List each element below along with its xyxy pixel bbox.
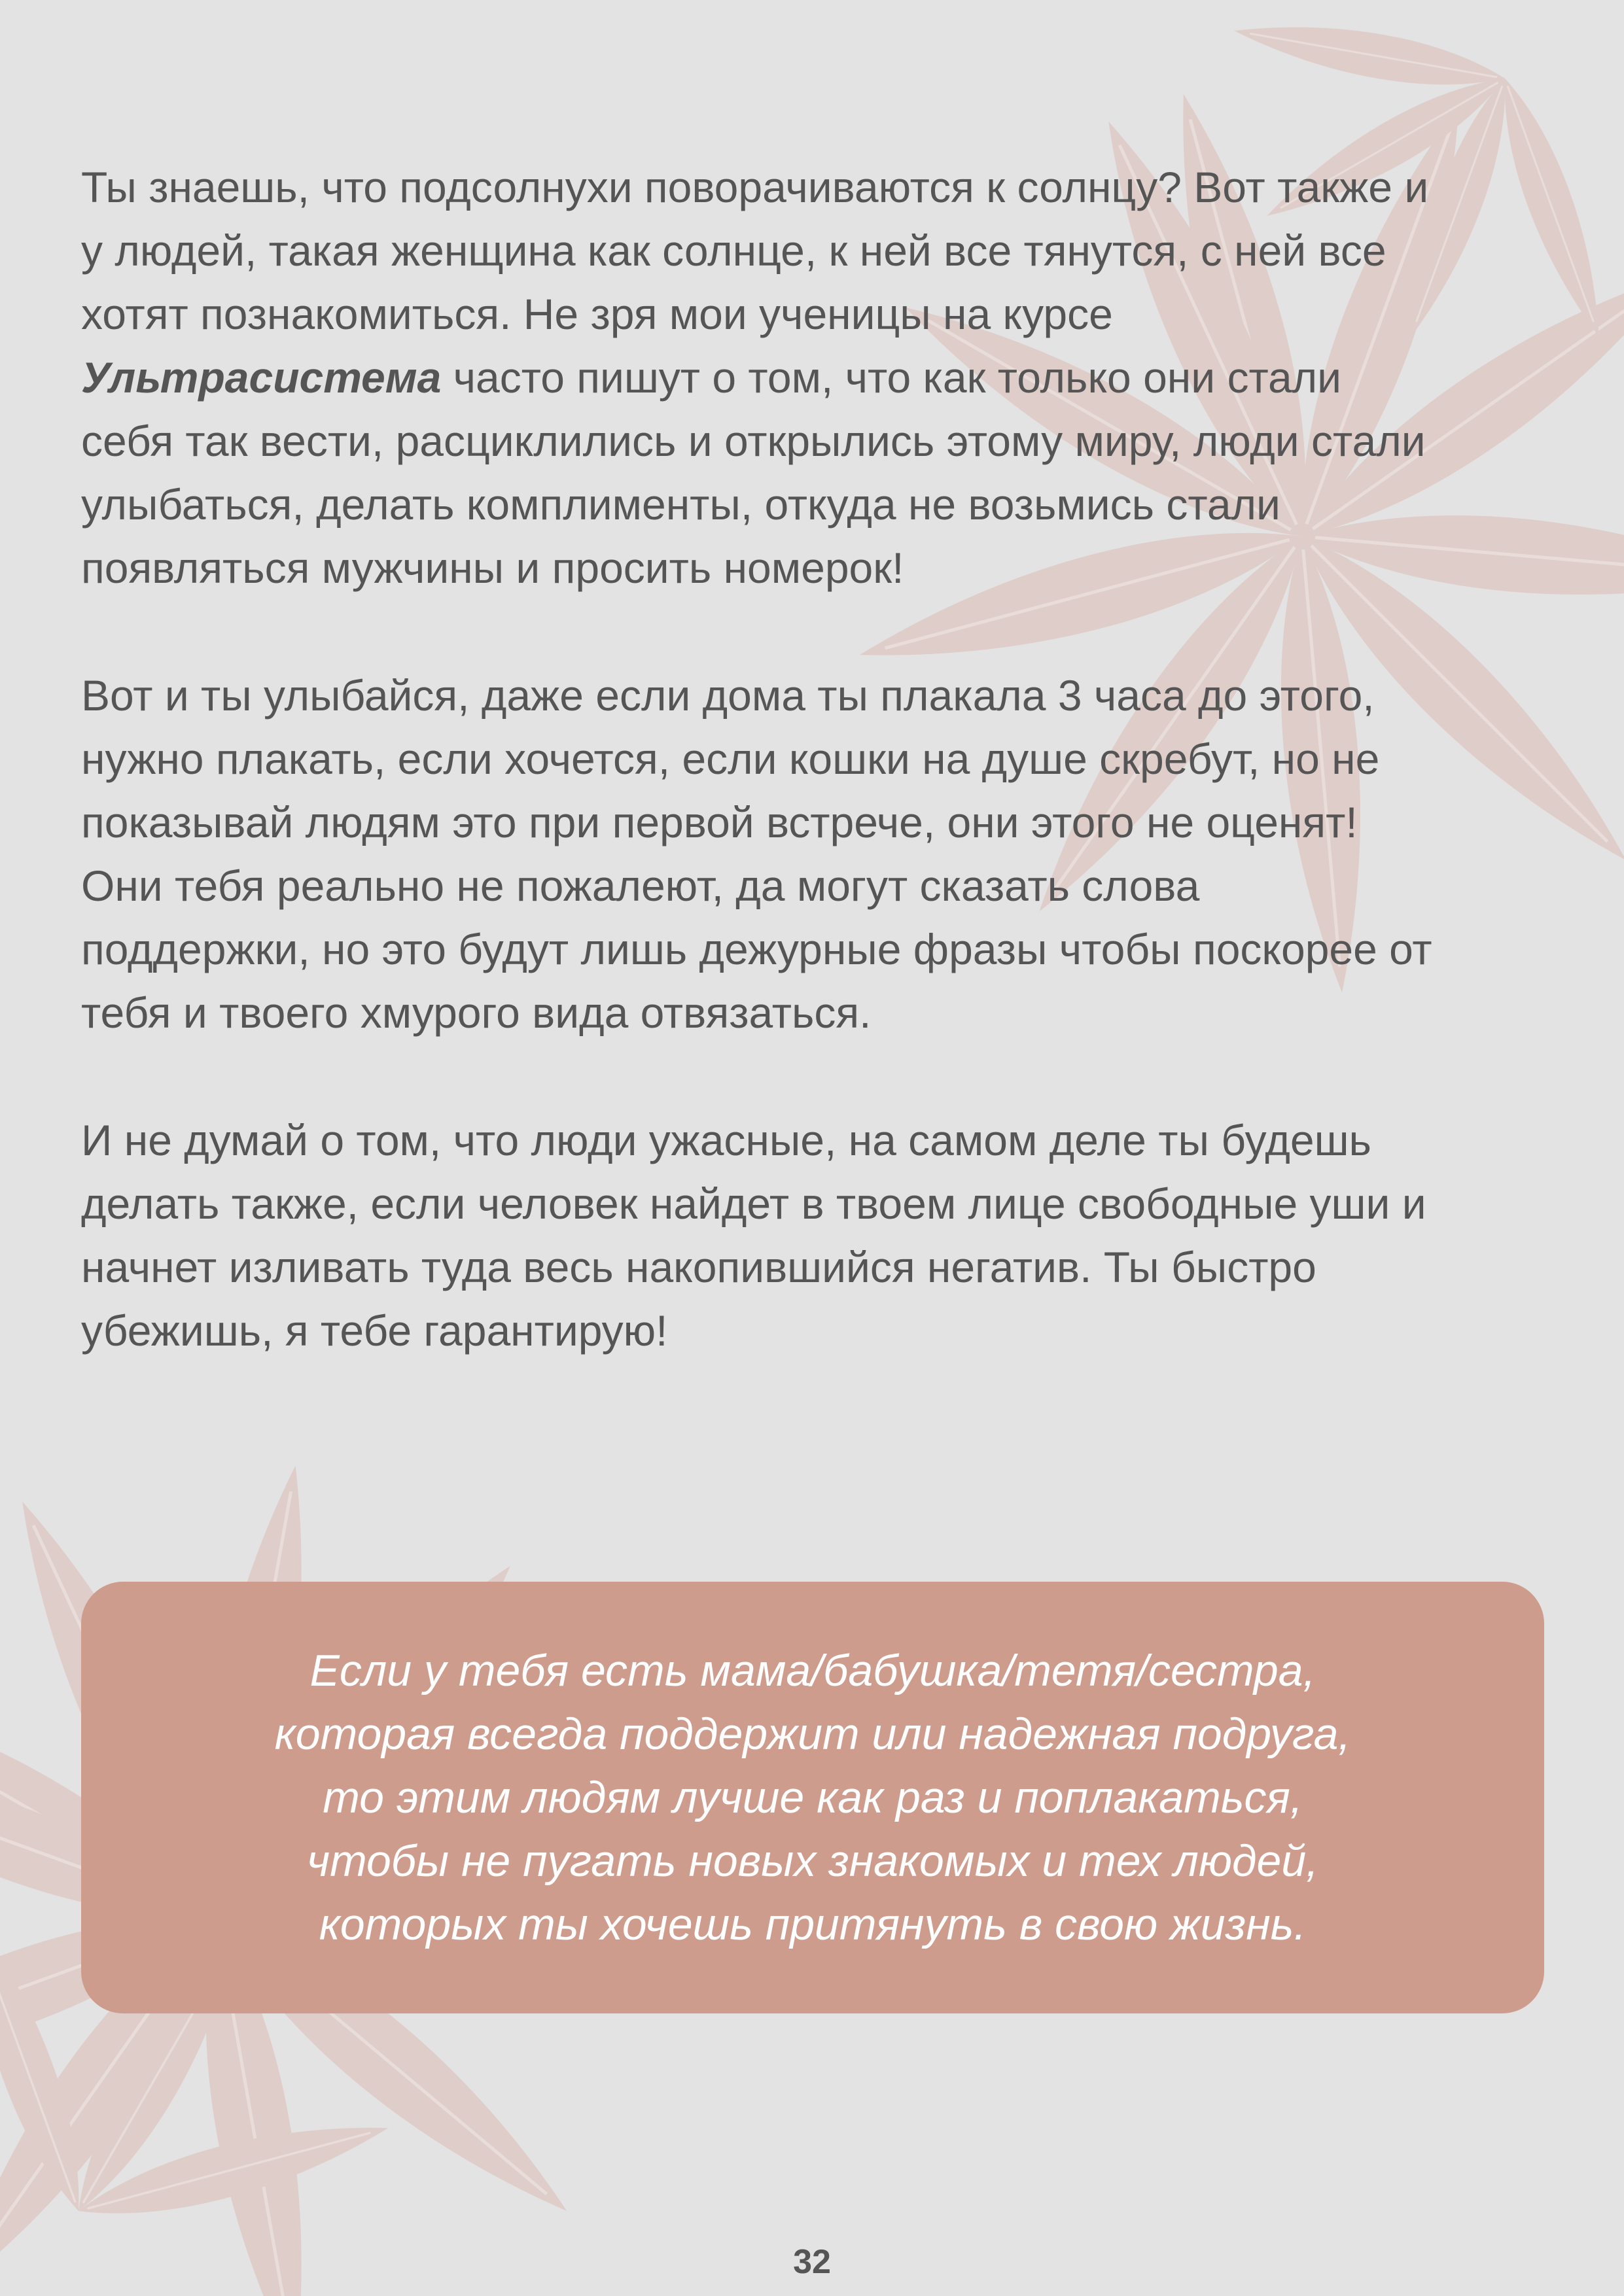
- text-line: себя так вести, расциклились и открылись этому миру, люди стали: [81, 417, 1426, 465]
- paragraph-people: [81, 1109, 1553, 1363]
- highlight-quote-box: [81, 1582, 1544, 2013]
- text-line: хотят познакомиться. Не зря мои ученицы на курсе: [81, 290, 1113, 338]
- course-name: Ультрасистема: [81, 353, 442, 402]
- quote-line: то этим людям лучше как раз и поплакаться,: [323, 1772, 1303, 1822]
- quote-line: чтобы не пугать новых знакомых и тех людей,: [306, 1835, 1319, 1886]
- text-line: И не думай о том, что люди ужасные, на самом деле ты будешь: [81, 1116, 1371, 1164]
- quote-line: которая всегда поддержит или надежная подруга,: [274, 1709, 1351, 1759]
- text-line: появляться мужчины и просить номерок!: [81, 544, 904, 592]
- text-line: убежишь, я тебе гарантирую!: [81, 1306, 668, 1355]
- text-line: делать также, если человек найдет в твоем лице свободные уши и: [81, 1179, 1426, 1228]
- paragraph-smile: [81, 664, 1553, 1045]
- quote-line: Если у тебя есть мама/бабушка/тетя/сестра,: [309, 1645, 1316, 1696]
- page-body: [81, 156, 1553, 1427]
- text-line: поддержки, но это будут лишь дежурные фразы чтобы поскорее от: [81, 925, 1432, 973]
- quote-line: которых ты хочешь притянуть в свою жизнь.: [319, 1899, 1307, 1949]
- paragraph-sunflowers: [81, 156, 1553, 600]
- text-line: улыбаться, делать комплименты, откуда не возьмись стали: [81, 480, 1280, 529]
- text-line: показывай людям это при первой встрече, они этого не оценят!: [81, 798, 1358, 846]
- text-line: у людей, такая женщина как солнце, к ней все тянутся, с ней все: [81, 226, 1386, 275]
- text-line: [81, 346, 1553, 409]
- text-line: Ты знаешь, что подсолнухи поворачиваются к солнцу? Вот также и: [81, 163, 1429, 211]
- page-number: 32: [793, 2243, 831, 2281]
- text-line: начнет изливать туда весь накопившийся негатив. Ты быстро: [81, 1243, 1316, 1291]
- text-line: нужно плакать, если хочется, если кошки на душе скребут, но не: [81, 735, 1380, 783]
- text-line: Они тебя реально не пожалеют, да могут сказать слова: [81, 861, 1200, 910]
- text-fragment: часто пишут о том, что как только они стали: [441, 353, 1342, 402]
- text-line: тебя и твоего хмурого вида отвязаться.: [81, 988, 872, 1037]
- text-line: Вот и ты улыбайся, даже если дома ты плакала 3 часа до этого,: [81, 671, 1375, 720]
